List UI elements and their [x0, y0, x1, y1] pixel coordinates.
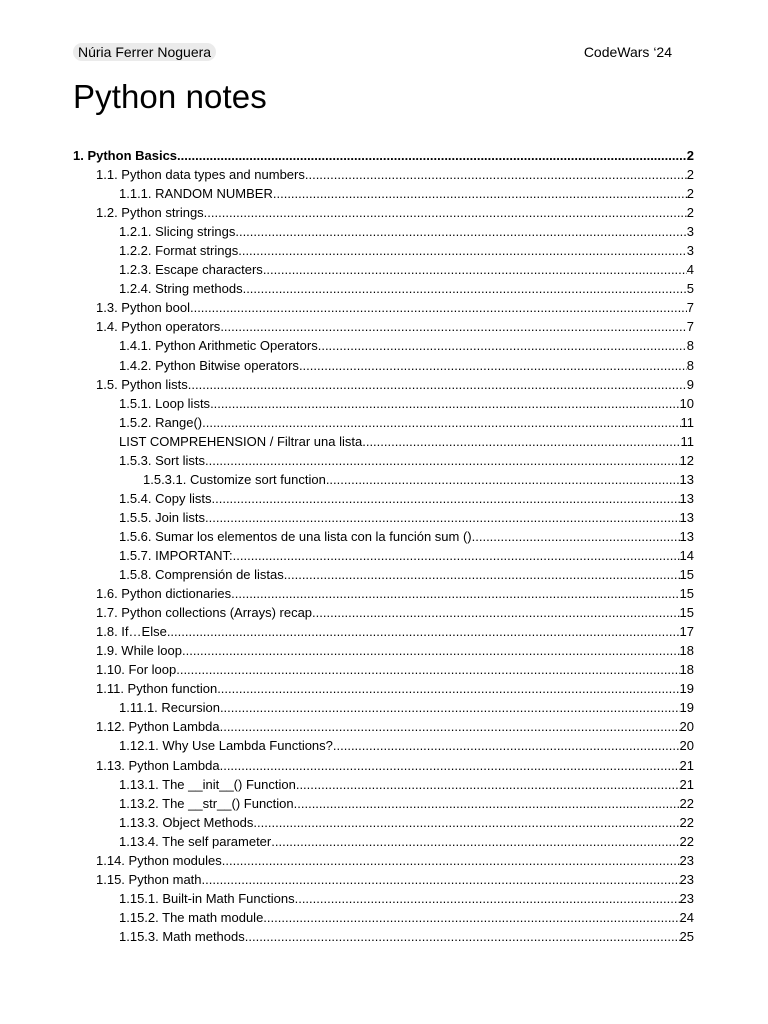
toc-entry-page: 19	[679, 681, 694, 697]
toc-entry-page: 20	[679, 738, 694, 754]
toc-entry-page: 23	[679, 871, 694, 887]
toc-entry-label: 1.15. Python math	[96, 871, 202, 887]
toc-leader-dots	[167, 622, 680, 641]
toc-leader-dots	[205, 508, 680, 527]
toc-entry-page: 17	[679, 624, 694, 640]
toc-entry-page: 11	[680, 433, 694, 449]
toc-entry-page: 2	[686, 205, 694, 221]
toc-entry[interactable]	[73, 165, 694, 184]
toc-entry[interactable]	[73, 622, 694, 641]
toc-entry[interactable]	[73, 698, 694, 717]
toc-leader-dots	[296, 775, 680, 794]
toc-entry[interactable]	[73, 356, 694, 375]
toc-leader-dots	[312, 603, 679, 622]
toc-leader-dots	[271, 832, 679, 851]
toc-entry-page: 2	[686, 148, 694, 163]
toc-leader-dots	[177, 146, 687, 165]
toc-leader-dots	[235, 222, 686, 241]
toc-leader-dots	[362, 432, 680, 451]
toc-entry[interactable]	[73, 641, 694, 660]
toc-entry[interactable]	[73, 660, 694, 679]
toc-leader-dots	[294, 794, 680, 813]
toc-entry-label: 1.1.1. RANDOM NUMBER	[119, 186, 273, 202]
event-label: CodeWars ‘24	[583, 44, 672, 60]
toc-entry[interactable]	[73, 736, 694, 755]
toc-entry[interactable]	[73, 489, 694, 508]
toc-entry-page: 18	[679, 662, 694, 678]
toc-entry[interactable]	[73, 394, 694, 413]
toc-leader-dots	[204, 203, 687, 222]
toc-entry[interactable]	[73, 413, 694, 432]
toc-entry[interactable]	[73, 565, 694, 584]
toc-leader-dots	[182, 641, 680, 660]
toc-entry[interactable]	[73, 260, 694, 279]
toc-leader-dots	[176, 660, 679, 679]
toc-entry-page: 13	[679, 471, 694, 487]
toc-leader-dots	[202, 413, 680, 432]
toc-leader-dots	[273, 184, 687, 203]
toc-entry-page: 7	[686, 319, 694, 335]
toc-entry[interactable]	[73, 851, 694, 870]
toc-entry-label: 1.11. Python function	[96, 681, 218, 697]
toc-entry-label: 1.13.3. Object Methods	[119, 814, 254, 830]
toc-entry-label: 1.2. Python strings	[96, 205, 204, 221]
toc-leader-dots	[284, 565, 680, 584]
toc-entry[interactable]	[73, 184, 694, 203]
toc-entry-page: 13	[679, 509, 694, 525]
toc-entry-label: 1.5.1. Loop lists	[119, 395, 211, 411]
toc-entry-label: 1.2.4. String methods	[119, 281, 243, 297]
toc-leader-dots	[217, 679, 679, 698]
toc-entry[interactable]	[73, 717, 694, 736]
toc-entry-label: 1.6. Python dictionaries	[96, 586, 232, 602]
toc-entry[interactable]	[73, 775, 694, 794]
toc-leader-dots	[318, 336, 687, 355]
toc-leader-dots	[220, 698, 680, 717]
toc-entry-page: 10	[679, 395, 694, 411]
toc-entry-label: 1.13.4. The self parameter	[119, 833, 272, 849]
toc-entry-label: 1.5.3.1. Customize sort function	[143, 471, 326, 487]
toc-entry-label: 1.4.2. Python Bitwise operators	[119, 357, 299, 373]
toc-entry-label: 1.9. While loop	[96, 643, 182, 659]
toc-entry-label: 1.10. For loop	[96, 662, 177, 678]
toc-entry-page: 12	[679, 452, 694, 468]
toc-entry-page: 22	[679, 814, 694, 830]
toc-leader-dots	[220, 717, 680, 736]
toc-leader-dots	[263, 260, 687, 279]
document-title: Python notes	[73, 78, 267, 115]
toc-entry-page: 18	[679, 643, 694, 659]
toc-entry[interactable]	[73, 927, 694, 946]
toc-entry[interactable]	[73, 870, 694, 889]
toc-entry-page: 2	[686, 167, 694, 183]
toc-entry-page: 8	[686, 338, 694, 354]
toc-entry-label: 1.5.4. Copy lists	[119, 490, 212, 506]
toc-entry[interactable]	[73, 584, 694, 603]
toc-entry-page: 23	[679, 890, 694, 906]
toc-entry-label: 1.15.3. Math methods	[119, 928, 245, 944]
toc-leader-dots	[472, 527, 680, 546]
toc-leader-dots	[212, 489, 680, 508]
toc-entry[interactable]	[73, 508, 694, 527]
toc-entry-label: 1.13. Python Lambda	[96, 757, 220, 773]
toc-entry-page: 25	[679, 928, 694, 944]
toc-leader-dots	[253, 813, 679, 832]
toc-leader-dots	[233, 546, 680, 565]
toc-entry-page: 3	[686, 224, 694, 240]
toc-entry-label: 1.15.1. Built-in Math Functions	[119, 890, 295, 906]
toc-entry[interactable]	[73, 241, 694, 260]
toc-entry-label: 1.3. Python bool	[96, 300, 190, 316]
toc-entry-page: 3	[686, 243, 694, 259]
toc-entry[interactable]	[73, 679, 694, 698]
toc-entry-page: 11	[680, 414, 694, 430]
toc-entry-label: 1.5.3. Sort lists	[119, 452, 205, 468]
toc-entry-label: 1.2.3. Escape characters	[119, 262, 263, 278]
toc-entry[interactable]	[73, 546, 694, 565]
toc-entry[interactable]	[73, 336, 694, 355]
toc-entry-page: 8	[686, 357, 694, 373]
toc-entry-page: 24	[679, 909, 694, 925]
toc-entry-label: 1.14. Python modules	[96, 852, 222, 868]
toc-leader-dots	[245, 927, 680, 946]
toc-entry-label: 1. Python Basics	[73, 148, 178, 163]
table-of-contents	[73, 146, 694, 946]
toc-entry-label: LIST COMPREHENSION / Filtrar una lista	[119, 433, 363, 449]
toc-entry[interactable]	[73, 375, 694, 394]
toc-entry-label: 1.4. Python operators	[96, 319, 221, 335]
toc-leader-dots	[299, 356, 687, 375]
toc-leader-dots	[326, 470, 680, 489]
toc-entry-page: 21	[679, 776, 694, 792]
toc-entry[interactable]	[73, 146, 694, 165]
toc-entry-label: 1.5.6. Sumar los elementos de una lista con la función sum ()	[119, 528, 472, 544]
toc-entry[interactable]	[73, 832, 694, 851]
toc-entry-page: 22	[679, 833, 694, 849]
toc-entry[interactable]	[73, 527, 694, 546]
toc-entry[interactable]	[73, 279, 694, 298]
toc-entry-page: 5	[686, 281, 694, 297]
toc-entry-label: 1.5.2. Range()	[119, 414, 203, 430]
toc-entry-label: 1.5.7. IMPORTANT:	[119, 547, 233, 563]
toc-entry[interactable]	[73, 432, 694, 451]
toc-entry[interactable]	[73, 889, 694, 908]
toc-leader-dots	[220, 756, 680, 775]
toc-entry-page: 15	[679, 567, 694, 583]
toc-leader-dots	[210, 394, 679, 413]
toc-entry[interactable]	[73, 794, 694, 813]
toc-entry-label: 1.13.1. The __init__() Function	[119, 776, 296, 792]
toc-entry-page: 4	[686, 262, 694, 278]
toc-entry-label: 1.11.1. Recursion	[119, 700, 220, 716]
toc-leader-dots	[190, 298, 687, 317]
toc-entry-page: 14	[679, 547, 694, 563]
toc-entry[interactable]	[73, 298, 694, 317]
toc-entry[interactable]	[73, 451, 694, 470]
author-chip[interactable]: Núria Ferrer Noguera	[73, 43, 216, 61]
toc-entry-label: 1.12. Python Lambda	[96, 719, 220, 735]
toc-entry-label: 1.1. Python data types and numbers	[96, 167, 305, 183]
toc-entry-page: 15	[679, 586, 694, 602]
toc-entry[interactable]	[73, 908, 694, 927]
toc-entry-label: 1.13.2. The __str__() Function	[119, 795, 294, 811]
toc-leader-dots	[188, 375, 687, 394]
toc-entry-page: 15	[679, 605, 694, 621]
toc-leader-dots	[205, 451, 680, 470]
toc-entry[interactable]	[73, 813, 694, 832]
toc-leader-dots	[220, 317, 686, 336]
toc-entry-page: 7	[686, 300, 694, 316]
toc-entry-label: 1.5.8. Comprensión de listas	[119, 567, 284, 583]
toc-entry-label: 1.8. If…Else	[96, 624, 167, 640]
toc-entry[interactable]	[73, 203, 694, 222]
toc-entry-page: 2	[686, 186, 694, 202]
toc-entry-page: 21	[679, 757, 694, 773]
toc-leader-dots	[238, 241, 687, 260]
toc-entry-page: 19	[679, 700, 694, 716]
toc-leader-dots	[243, 279, 687, 298]
toc-entry-label: 1.5. Python lists	[96, 376, 188, 392]
toc-entry-label: 1.12.1. Why Use Lambda Functions?	[119, 738, 333, 754]
toc-entry[interactable]	[73, 756, 694, 775]
toc-leader-dots	[202, 870, 680, 889]
toc-entry-label: 1.4.1. Python Arithmetic Operators	[119, 338, 318, 354]
toc-entry-page: 9	[686, 376, 694, 392]
page-header	[73, 43, 672, 61]
toc-entry[interactable]	[73, 603, 694, 622]
toc-entry-label: 1.15.2. The math module	[119, 909, 264, 925]
toc-entry-page: 23	[679, 852, 694, 868]
toc-entry-page: 20	[679, 719, 694, 735]
toc-entry-label: 1.5.5. Join lists	[119, 509, 205, 525]
toc-entry-page: 13	[679, 490, 694, 506]
toc-leader-dots	[231, 584, 679, 603]
toc-entry[interactable]	[73, 470, 694, 489]
toc-leader-dots	[333, 736, 680, 755]
toc-leader-dots	[222, 851, 680, 870]
toc-entry-page: 22	[679, 795, 694, 811]
toc-entry[interactable]	[73, 317, 694, 336]
toc-entry[interactable]	[73, 222, 694, 241]
toc-leader-dots	[263, 908, 679, 927]
toc-leader-dots	[295, 889, 680, 908]
toc-entry-label: 1.2.2. Format strings	[119, 243, 239, 259]
toc-leader-dots	[305, 165, 687, 184]
toc-entry-label: 1.7. Python collections (Arrays) recap	[96, 605, 313, 621]
toc-entry-page: 13	[679, 528, 694, 544]
toc-entry-label: 1.2.1. Slicing strings	[119, 224, 236, 240]
